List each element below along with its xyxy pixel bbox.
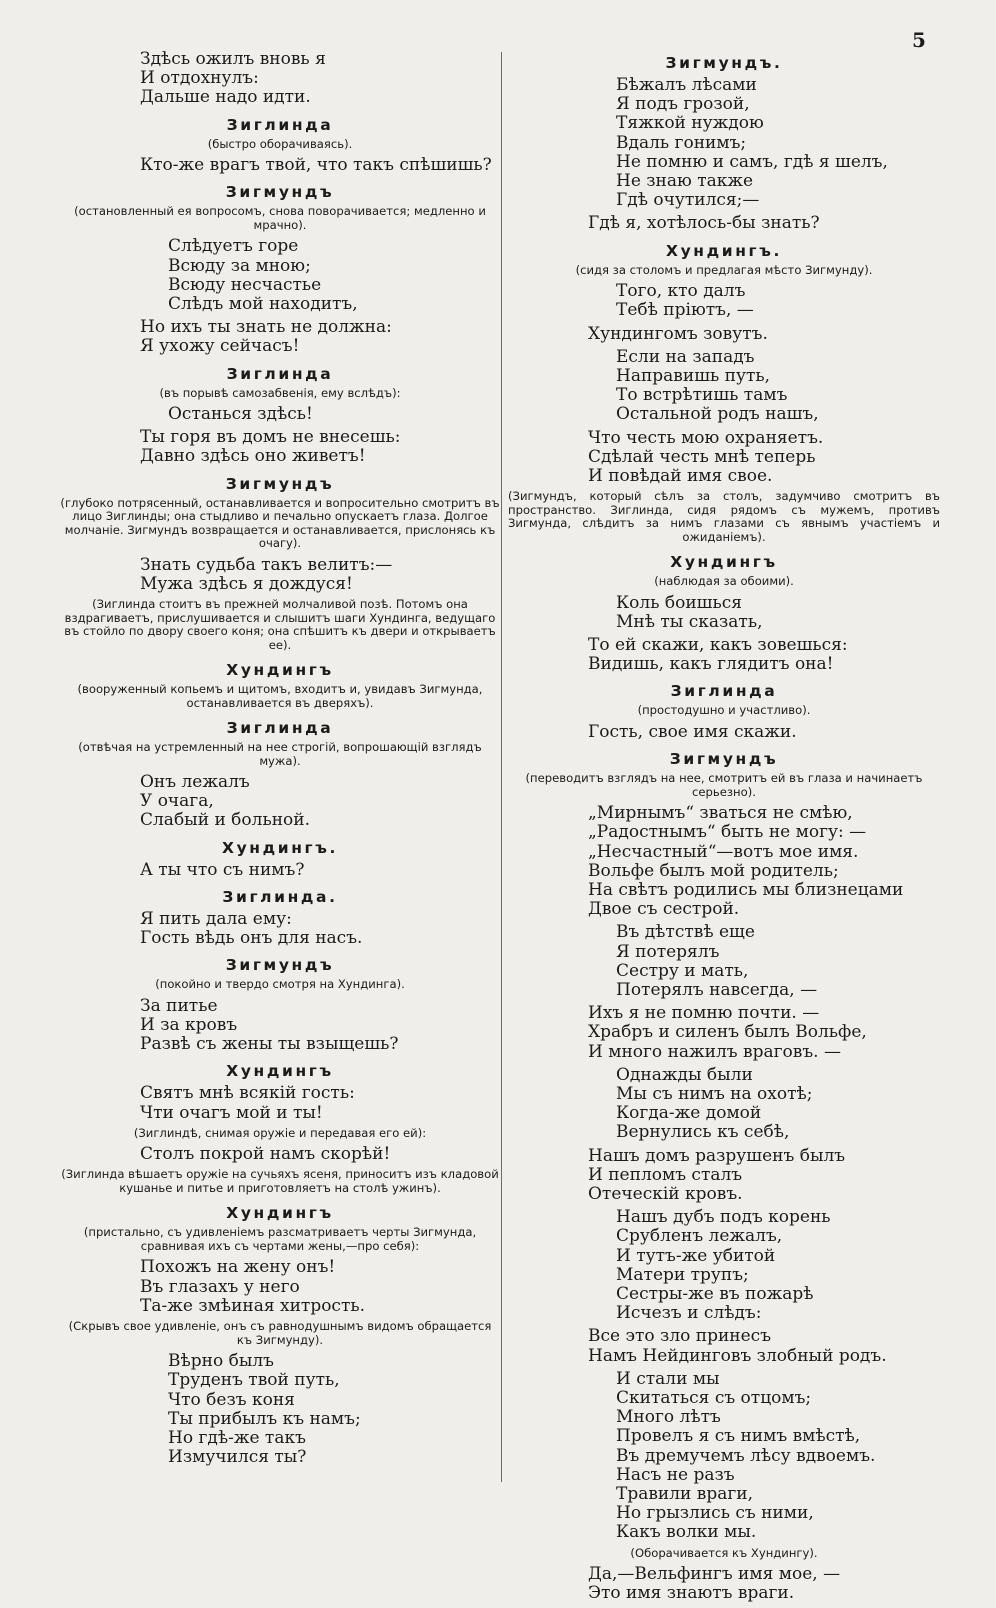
speaker-name: Хундингъ xyxy=(226,1204,334,1223)
verse-lines xyxy=(60,773,500,831)
verse-line: Ихъ я не помню почти. — xyxy=(588,1003,820,1024)
verse-line: Святъ мнѣ всякій гость: xyxy=(140,1083,355,1104)
verse-line: Столъ покрой намъ скорѣй! xyxy=(140,1144,391,1165)
verse-line: Срубленъ лежалъ, xyxy=(616,1226,783,1247)
page-number: 5 xyxy=(912,28,926,52)
verse-lines xyxy=(508,282,940,320)
verse-line: Травили враги, xyxy=(616,1484,754,1505)
verse-line: Коль боишься xyxy=(616,592,742,613)
verse-line: У очага, xyxy=(140,791,214,812)
verse-line: Вернулись къ себѣ, xyxy=(616,1122,790,1143)
verse-line: Развѣ съ жены ты взыщешь? xyxy=(140,1034,399,1055)
stage-direction: (сидя за столомъ и предлагая мѣсто Зигмунду). xyxy=(575,262,873,277)
verse-line: Однажды были xyxy=(616,1064,753,1085)
verse-lines xyxy=(60,556,500,594)
verse-line: Дальше надо идти. xyxy=(140,87,311,108)
verse-line: Ты горя въ домъ не внесешь: xyxy=(140,427,401,448)
verse-line: Что честь мою охраняетъ. xyxy=(588,427,824,448)
verse-line: То встрѣтишь тамъ xyxy=(616,385,788,406)
verse-line: Когда-же домой xyxy=(616,1103,762,1124)
verse-line: Здѣсь ожилъ вновь я xyxy=(140,49,326,69)
speaker-name: Зигмундъ xyxy=(225,956,335,975)
verse-line: Нашъ дубъ подъ корень xyxy=(616,1207,831,1228)
verse-line: Труденъ твой путь, xyxy=(168,1370,340,1391)
verse-line: Слѣдуетъ горе xyxy=(168,236,299,257)
verse-lines xyxy=(508,348,940,425)
stage-direction: (переводитъ взглядъ на нее, смотритъ ей въ глаза и начинаетъ серьезно). xyxy=(525,771,923,799)
verse-line: И тутъ-же убитой xyxy=(616,1245,776,1266)
verse-line: Вдаль гонимъ; xyxy=(616,132,747,153)
verse-line: Нашъ домъ разрушенъ былъ xyxy=(588,1145,846,1166)
verse-lines xyxy=(60,237,500,314)
verse-line: За питье xyxy=(140,995,218,1016)
verse-line: Мы съ нимъ на охотѣ; xyxy=(616,1084,813,1105)
verse-line: Я ухожу сейчасъ! xyxy=(140,336,300,357)
verse-lines xyxy=(508,429,940,487)
stage-direction: (быстро оборачиваясь). xyxy=(207,136,353,151)
verse-line: Мнѣ ты сказать, xyxy=(616,611,763,632)
verse-lines xyxy=(60,861,500,880)
speaker-name: Зигмундъ. xyxy=(665,54,783,72)
verse-line: „Радостнымъ“ быть не могу: — xyxy=(588,822,867,843)
verse-line: Сестру и мать, xyxy=(616,960,749,981)
verse-line: Провелъ я съ нимъ вмѣстѣ, xyxy=(616,1426,861,1447)
verse-line: То ей скажи, какъ зовешься: xyxy=(588,635,848,656)
right-column xyxy=(508,50,940,1608)
verse-line: И много нажилъ враговъ. — xyxy=(588,1041,841,1062)
speaker-name: Хундингъ. xyxy=(666,241,782,260)
speaker-name: Хундингъ xyxy=(226,1062,334,1081)
verse-line: Но грызлись съ ними, xyxy=(616,1503,814,1524)
verse-line: Слѣдъ мой находитъ, xyxy=(168,293,358,314)
speaker-name: Зигмундъ xyxy=(225,474,335,493)
verse-lines xyxy=(60,50,500,108)
verse-lines xyxy=(60,318,500,356)
verse-line: Сестры-же въ пожарѣ xyxy=(616,1284,814,1305)
verse-line: Хундингомъ зовутъ. xyxy=(588,323,768,344)
verse-line: Слабый и больной. xyxy=(140,810,310,831)
speaker-name: Зигмундъ xyxy=(669,750,779,769)
verse-line: „Мирнымъ“ зваться не смѣю, xyxy=(588,803,853,824)
verse-line: Ты прибылъ къ намъ; xyxy=(168,1408,361,1429)
verse-line: Я пить дала ему: xyxy=(140,908,292,929)
verse-lines xyxy=(508,1147,940,1205)
verse-line: Вѣрно былъ xyxy=(168,1351,274,1372)
verse-lines xyxy=(508,923,940,1000)
verse-line: И отдохнулъ: xyxy=(140,68,259,89)
verse-line: На свѣтъ родились мы близнецами xyxy=(588,879,904,900)
verse-line: А ты что съ нимъ? xyxy=(140,859,305,880)
verse-line: Я подъ грозой, xyxy=(616,94,750,115)
verse-line: Насъ не разъ xyxy=(616,1464,735,1485)
speaker-name: Хундингъ xyxy=(670,553,778,572)
verse-line: Въ дѣтствѣ еще xyxy=(616,922,755,943)
verse-lines xyxy=(60,1352,500,1467)
stage-direction: (наблюдая за обоими). xyxy=(654,574,794,589)
verse-line: „Несчастный“—вотъ мое имя. xyxy=(588,841,859,862)
verse-line: Всюду за мною; xyxy=(168,255,311,276)
verse-lines xyxy=(508,1370,940,1543)
verse-line: Гость, свое имя скажи. xyxy=(588,721,797,742)
verse-line: Не знаю также xyxy=(616,171,754,192)
speaker-name: Зиглинда xyxy=(226,115,334,134)
verse-line: Намъ Нейдинговъ злобный родъ. xyxy=(588,1345,887,1366)
verse-lines xyxy=(508,214,940,233)
verse-line: Кто-же врагъ твой, что такъ спѣшишь? xyxy=(140,155,492,176)
stage-direction: (Зиглиндѣ, снимая оружіе и передавая его ей): xyxy=(133,1125,427,1140)
verse-lines xyxy=(60,910,500,948)
verse-line: Много лѣтъ xyxy=(616,1407,721,1428)
stage-direction: (глубоко потрясенный, останавливается и вопросительно смотритъ въ лицо Зиглинды; она стыдливо и печально опускаетъ глаза. Долгое молчаніе. Зигмундъ возвращается и останавливается, прислонясь къ очагу). xyxy=(60,495,500,551)
verse-line: Двое съ сестрой. xyxy=(588,899,740,920)
verse-line: Сдѣлай честь мнѣ теперь xyxy=(588,446,816,467)
verse-line: Но ихъ ты знать не должна: xyxy=(140,317,392,338)
verse-line: Давно здѣсь оно живетъ! xyxy=(140,446,366,467)
stage-direction: (остановленный ея вопросомъ, снова поворачивается; медленно и мрачно). xyxy=(74,204,486,232)
verse-lines xyxy=(508,594,940,632)
stage-direction: (Скрывъ свое удивленіе, онъ съ равнодушнымъ видомъ обращается къ Зигмунду). xyxy=(68,1319,492,1347)
verse-line: Чти очагъ мой и ты! xyxy=(140,1102,323,1123)
verse-lines xyxy=(508,325,940,344)
verse-line: Знать судьба такъ велитъ:— xyxy=(140,554,393,575)
stage-direction: (въ порывѣ самозабвенія, ему вслѣдъ): xyxy=(159,385,401,400)
verse-line: Да,—Вельфингъ имя мое, — xyxy=(588,1564,841,1585)
verse-line: Матери трупъ; xyxy=(616,1264,749,1285)
verse-line: Что безъ коня xyxy=(168,1389,295,1410)
verse-line: И повѣдай имя свое. xyxy=(588,465,773,486)
speaker-name: Хундингъ xyxy=(226,661,334,680)
column-divider xyxy=(501,52,502,1482)
verse-lines xyxy=(508,1327,940,1365)
speaker-name: Зигмундъ xyxy=(225,183,335,202)
verse-line: Все это зло принесъ xyxy=(588,1326,772,1347)
verse-lines xyxy=(60,1258,500,1316)
verse-line: Храбръ и силенъ былъ Вольфе, xyxy=(588,1022,867,1043)
verse-line: Не помню и самъ, гдѣ я шелъ, xyxy=(616,151,888,172)
speaker-name: Зиглинда xyxy=(226,719,334,738)
stage-direction: (отвѣчая на устремленный на нее строгій, вопрошающій взглядъ мужа). xyxy=(78,740,482,768)
verse-line: Отеческій кровъ. xyxy=(588,1184,743,1205)
stage-direction: (Зиглинда стоитъ въ прежней молчаливой позѣ. Потомъ она вздрагиваетъ, прислушивается и слышитъ шаги Хундинга, ведущаго въ стойло по двору своего коня; она спѣшитъ къ двери и открываетъ ее). xyxy=(64,597,496,652)
verse-line: Та-же змѣиная хитрость. xyxy=(140,1295,366,1316)
verse-line: Измучился ты? xyxy=(168,1447,307,1468)
verse-line: Вольфе былъ мой родитель; xyxy=(588,860,839,881)
verse-line: Я потерялъ xyxy=(616,941,720,962)
verse-line: Гдѣ очутился;— xyxy=(616,190,760,211)
stage-direction: (Оборачивается къ Хундингу). xyxy=(630,1545,818,1560)
verse-line: Похожъ на жену онъ! xyxy=(140,1257,336,1278)
speaker-name: Хундингъ. xyxy=(222,838,338,857)
stage-direction: (вооруженный копьемъ и щитомъ, входитъ и, увидавъ Зигмунда, останавливается въ дверяхъ). xyxy=(77,682,483,710)
verse-lines xyxy=(60,1145,500,1164)
verse-line: Если на западъ xyxy=(616,346,755,367)
verse-line: Того, кто далъ xyxy=(616,281,746,302)
verse-line: Но гдѣ-же такъ xyxy=(168,1427,306,1448)
verse-line: Останься здѣсь! xyxy=(168,404,313,425)
verse-line: И стали мы xyxy=(616,1368,720,1389)
verse-line: Исчезъ и слѣдъ: xyxy=(616,1303,762,1324)
verse-line: И пепломъ сталъ xyxy=(588,1164,743,1185)
stage-direction: (простодушно и участливо). xyxy=(637,703,811,718)
speaker-name: Зиглинда xyxy=(670,682,778,701)
speaker-name: Зиглинда. xyxy=(222,887,338,906)
stage-direction: (пристально, съ удивленіемъ разсматриваетъ черты Зигмунда, сравнивая ихъ съ чертами жены,—про себя): xyxy=(83,1225,477,1253)
verse-lines xyxy=(508,1565,940,1603)
speaker-name: Зиглинда xyxy=(226,364,334,383)
verse-line: Какъ волки мы. xyxy=(616,1522,757,1543)
verse-line: Остальной родъ нашъ, xyxy=(616,404,819,425)
verse-lines xyxy=(60,156,500,175)
verse-line: Это имя знаютъ враги. xyxy=(588,1583,795,1604)
verse-lines xyxy=(60,428,500,466)
verse-line: Видишь, какъ глядитъ она! xyxy=(588,654,834,675)
verse-lines xyxy=(60,405,500,424)
verse-line: Гдѣ я, хотѣлось-бы знать? xyxy=(588,213,820,234)
verse-line: Скитаться съ отцомъ; xyxy=(616,1388,812,1409)
stage-direction: (Зиглинда вѣшаетъ оружіе на сучьяхъ ясеня, приноситъ изъ кладовой кушанье и питье и приготовляетъ на столѣ ужинъ). xyxy=(61,1167,499,1195)
verse-line: Гость вѣдь онъ для насъ. xyxy=(140,928,363,949)
verse-lines xyxy=(508,1066,940,1143)
verse-line: И за кровъ xyxy=(140,1014,238,1035)
verse-line: Направишь путь, xyxy=(616,365,771,386)
verse-line: Потерялъ навсегда, — xyxy=(616,980,818,1000)
verse-lines xyxy=(508,636,940,674)
verse-line: Онъ лежалъ xyxy=(140,772,250,793)
verse-lines xyxy=(508,723,940,742)
left-column xyxy=(60,50,500,1471)
verse-line: Всюду несчастье xyxy=(168,274,322,295)
verse-lines xyxy=(60,1084,500,1122)
verse-line: Въ дремучемъ лѣсу вдвоемъ. xyxy=(616,1445,876,1466)
verse-lines xyxy=(60,997,500,1055)
stage-direction: (Зигмундъ, который сѣлъ за столъ, задумчиво смотритъ въ пространство. Зиглинда, сидя рядомъ съ мужемъ, противъ Зигмунда, слѣдитъ за нимъ глазами съ явнымъ участіемъ и ожиданіемъ). xyxy=(508,489,940,544)
verse-lines xyxy=(508,76,940,210)
verse-lines xyxy=(508,1004,940,1062)
verse-lines xyxy=(508,804,940,919)
verse-line: Мужа здѣсь я дождуся! xyxy=(140,573,353,594)
verse-lines xyxy=(508,1208,940,1323)
verse-line: Бѣжалъ лѣсами xyxy=(616,75,757,95)
verse-line: Въ глазахъ у него xyxy=(140,1276,300,1297)
stage-direction: (покойно и твердо смотря на Хундинга). xyxy=(155,977,405,992)
verse-line: Тебѣ пріютъ, — xyxy=(616,300,754,321)
verse-line: Тяжкой нуждою xyxy=(616,113,764,134)
